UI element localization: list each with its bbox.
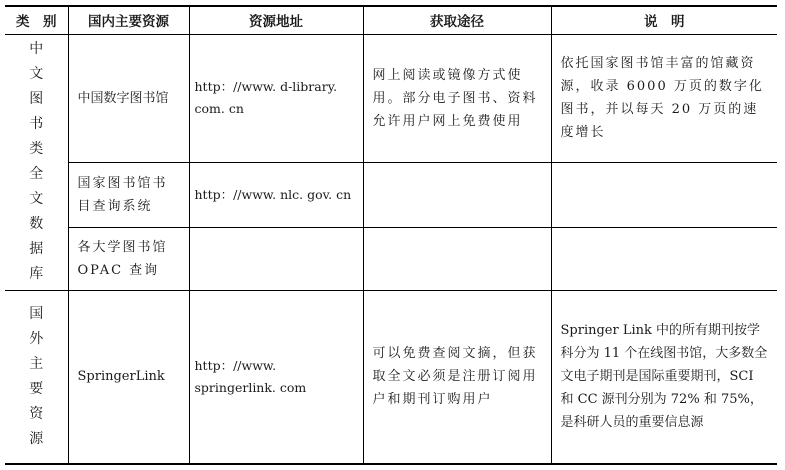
description-cell: 依托国家图书馆丰富的馆藏资源，收录 6000 万页的数字化图书，并以每天 20 万页的速度增长	[551, 34, 777, 162]
category-char: 书	[29, 116, 44, 133]
table-row	[5, 34, 777, 162]
access-method-cell	[363, 228, 551, 291]
category-char: 要	[29, 380, 44, 397]
header-domestic-resource: 国内主要资源	[68, 6, 189, 34]
description-cell	[551, 162, 777, 228]
access-method-cell	[363, 162, 551, 228]
category-char: 资	[29, 405, 44, 422]
header-access-method: 获取途径	[363, 6, 551, 34]
resource-url-cell: http：//www. springerlink. com	[189, 290, 363, 464]
resource-url-cell: http：//www. d-library. com. cn	[189, 34, 363, 162]
table-row	[5, 290, 777, 464]
category-char: 文	[29, 191, 44, 208]
resource-name-cell: SpringerLink	[68, 290, 189, 464]
description-cell	[551, 228, 777, 291]
table-row	[5, 162, 777, 228]
resource-url-cell	[189, 228, 363, 291]
category-cell-foreign-resources	[5, 290, 68, 464]
header-row	[5, 6, 777, 34]
category-char: 国	[29, 305, 44, 322]
category-cell-chinese-fulltext	[5, 34, 68, 290]
resource-name-cell: 中国数字图书馆	[68, 34, 189, 162]
category-char: 文	[29, 66, 44, 83]
resource-name-cell: 国家图书馆书目查询系统	[68, 162, 189, 228]
resource-name-cell: 各大学图书馆 OPAC 查询	[68, 228, 189, 291]
category-char: 全	[29, 166, 44, 183]
table-row	[5, 228, 777, 291]
category-char: 图	[29, 91, 44, 108]
header-description: 说 明	[551, 6, 777, 34]
category-char: 据	[29, 241, 44, 258]
category-char: 类	[29, 141, 44, 158]
resource-url-cell: http：//www. nlc. gov. cn	[189, 162, 363, 228]
access-method-cell: 网上阅读或镜像方式使用。部分电子图书、资料允许用户网上免费使用	[363, 34, 551, 162]
header-category: 类 别	[5, 6, 68, 34]
header-resource-address: 资源地址	[189, 6, 363, 34]
resource-table	[5, 5, 777, 465]
access-method-cell: 可以免费查阅文摘，但获取全文必须是注册订阅用户和期刊订购用户	[363, 290, 551, 464]
category-char: 库	[29, 266, 44, 283]
category-char: 中	[29, 41, 44, 58]
resource-table-container	[5, 5, 777, 465]
category-char: 源	[29, 430, 44, 447]
category-char: 主	[29, 355, 44, 372]
description-cell: Springer Link 中的所有期刊按学科分为 11 个在线图书馆，大多数全文电子期刊是国际重要期刊，SCI 和 CC 源刊分别为 72% 和 75%，是科研人员的重要信息源	[551, 290, 777, 464]
category-char: 数	[29, 216, 44, 233]
category-char: 外	[29, 330, 44, 347]
